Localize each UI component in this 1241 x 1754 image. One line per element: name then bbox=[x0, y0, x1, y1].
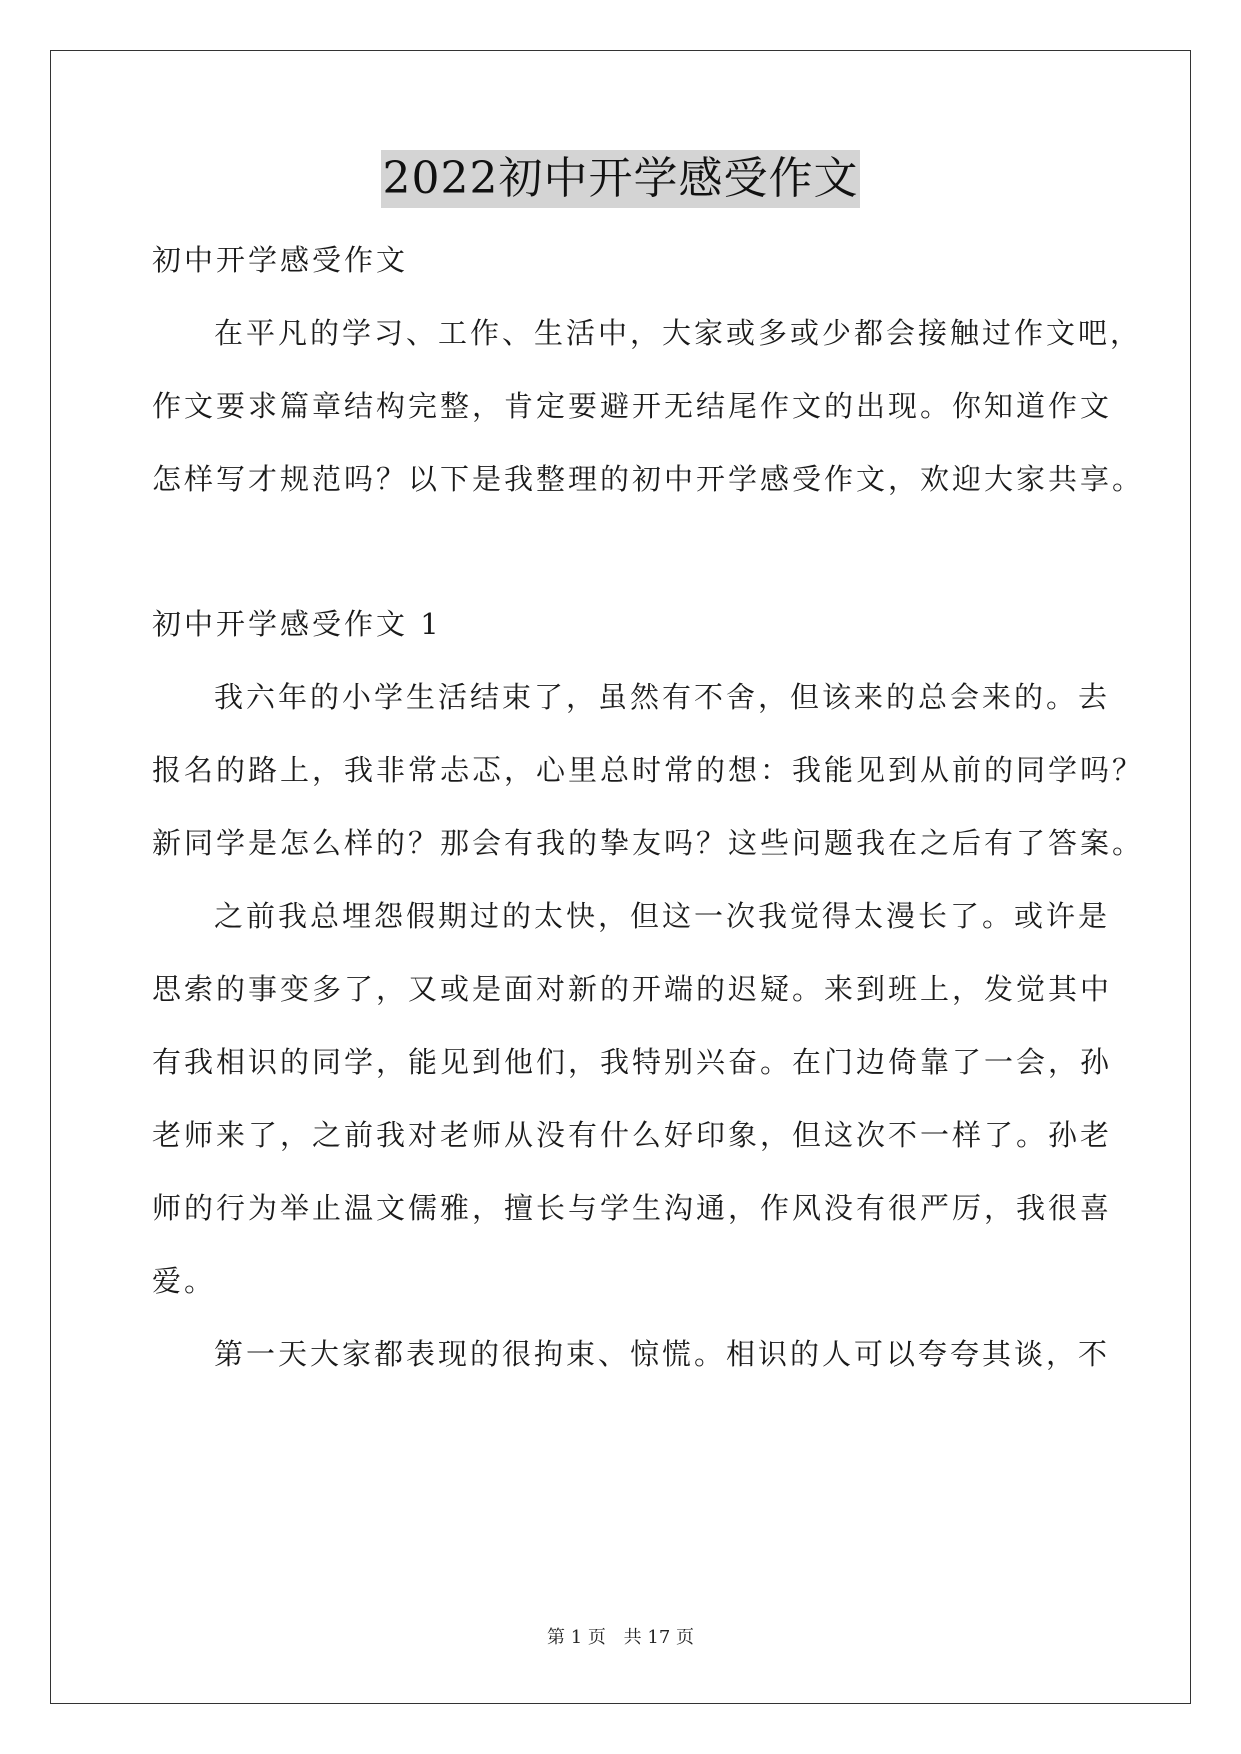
page-total: 共 17 页 bbox=[623, 1627, 694, 1648]
document-title: 2022初中开学感受作文 bbox=[381, 150, 861, 208]
para2-line-3: 有我相识的同学，能见到他们，我特别兴奋。在门边倚靠了一会，孙 bbox=[152, 1045, 1113, 1079]
para2-line-4: 老师来了，之前我对老师从没有什么好印象，但这次不一样了。孙老 bbox=[152, 1118, 1113, 1152]
para1-line-1: 我六年的小学生活结束了，虽然有不舍，但该来的总会来的。去 bbox=[214, 680, 1111, 714]
document-subtitle: 初中开学感受作文 bbox=[152, 243, 409, 277]
page-border bbox=[50, 50, 1191, 1704]
para3-line-1: 第一天大家都表现的很拘束、惊慌。相识的人可以夸夸其谈，不 bbox=[214, 1337, 1111, 1371]
para1-line-2: 报名的路上，我非常忐忑，心里总时常的想：我能见到从前的同学吗？ bbox=[152, 753, 1145, 787]
page-footer bbox=[0, 1626, 1241, 1650]
title-container bbox=[0, 150, 1241, 208]
intro-line-3: 怎样写才规范吗？以下是我整理的初中开学感受作文，欢迎大家共享。 bbox=[152, 462, 1145, 496]
section-heading: 初中开学感受作文 1 bbox=[152, 607, 442, 641]
para2-line-1: 之前我总埋怨假期过的太快，但这一次我觉得太漫长了。或许是 bbox=[214, 899, 1111, 933]
para1-line-3: 新同学是怎么样的？那会有我的挚友吗？这些问题我在之后有了答案。 bbox=[152, 826, 1145, 860]
para2-line-2: 思索的事变多了，又或是面对新的开端的迟疑。来到班上，发觉其中 bbox=[152, 972, 1113, 1006]
page-number: 第 1 页 bbox=[547, 1627, 606, 1648]
intro-line-2: 作文要求篇章结构完整，肯定要避开无结尾作文的出现。你知道作文 bbox=[152, 389, 1113, 423]
para2-line-6: 爱。 bbox=[152, 1264, 217, 1298]
intro-line-1: 在平凡的学习、工作、生活中，大家或多或少都会接触过作文吧， bbox=[214, 316, 1143, 350]
para2-line-5: 师的行为举止温文儒雅，擅长与学生沟通，作风没有很严厉，我很喜 bbox=[152, 1191, 1113, 1225]
